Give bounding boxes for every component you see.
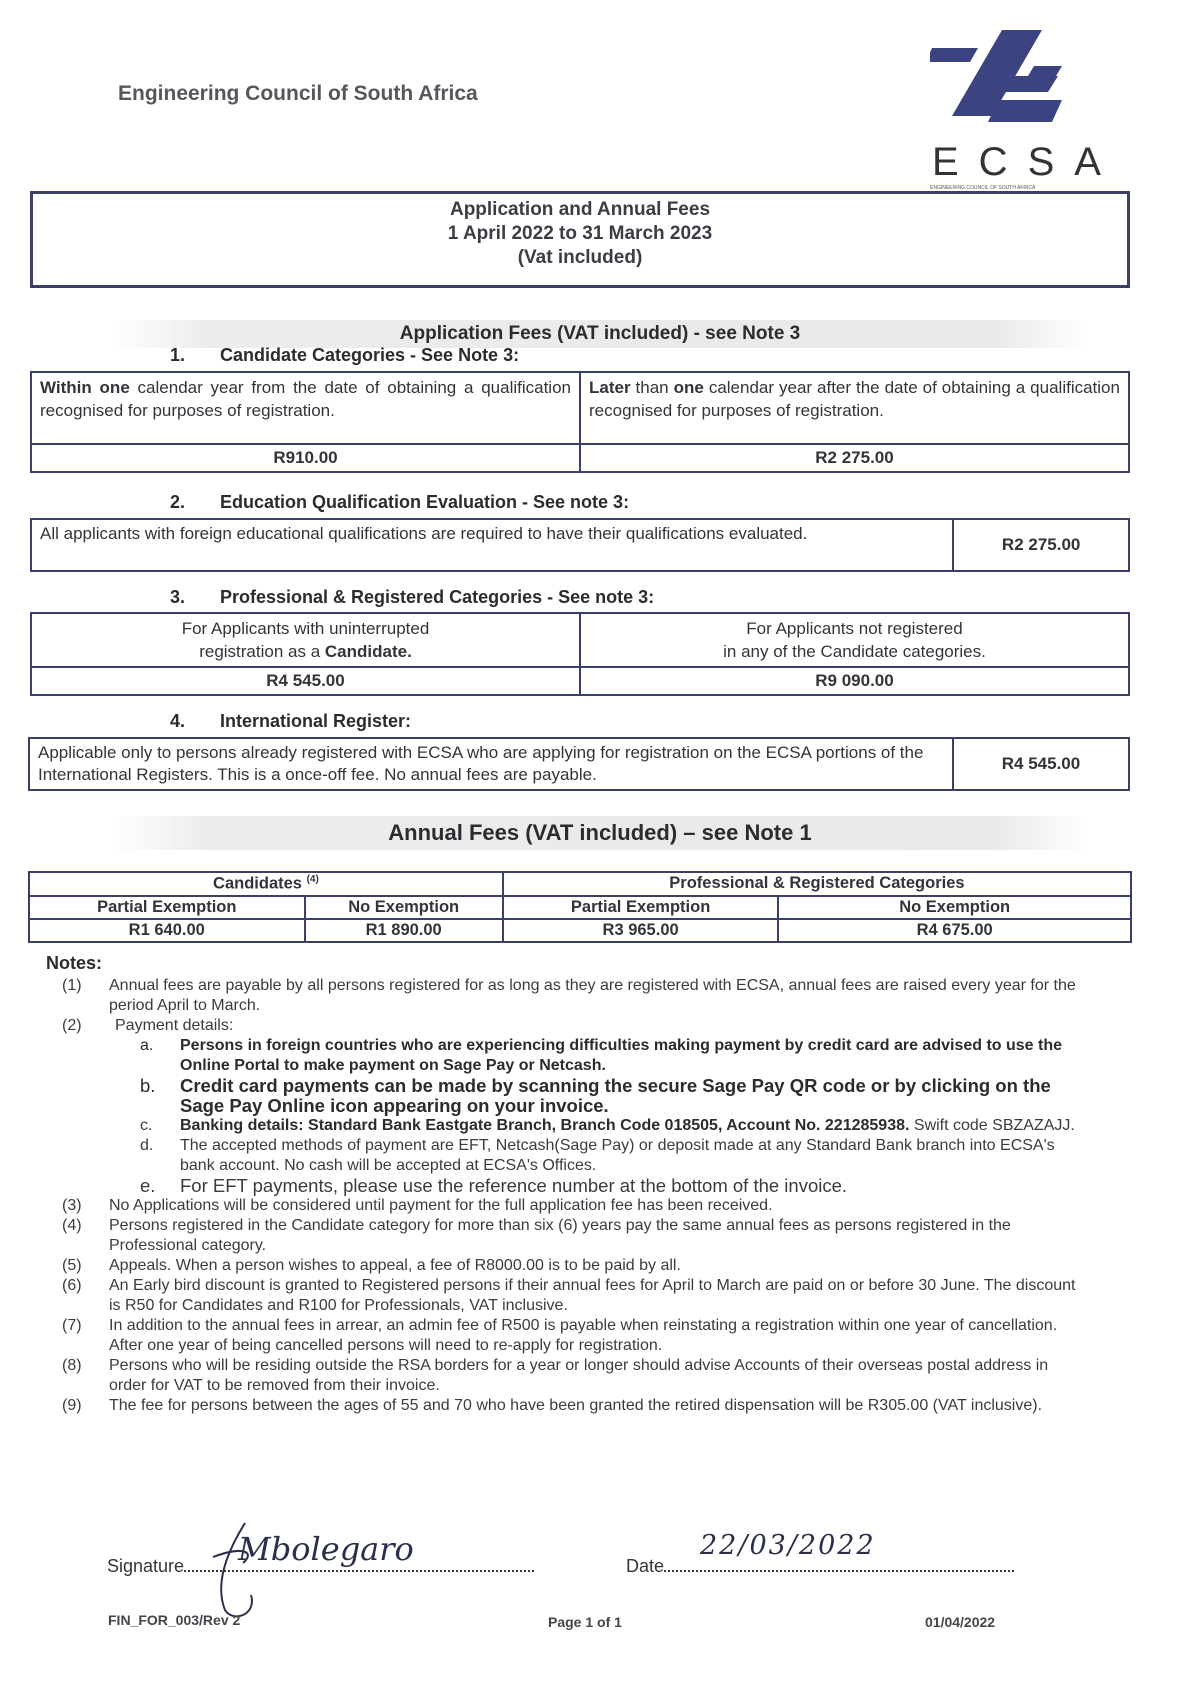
candidates-header: Candidates $^{(4)}$: [29, 872, 503, 896]
candidates-no-exemption-header: No Exemption: [305, 896, 503, 919]
fee-later-than-one-year: R2 275.00: [580, 444, 1129, 472]
fee-not-registered-candidate: R9 090.00: [580, 667, 1129, 695]
professional-partial-exemption-header: Partial Exemption: [503, 896, 779, 919]
note-2a: a. Persons in foreign countries who are experiencing difficulties making payment by credit card are advised to use the Online Portal to make payment on Sage Pay or Netcash.: [140, 1037, 1063, 1074]
fee-candidates-partial: R1 640.00: [29, 919, 305, 942]
logo-text: ECSA: [932, 140, 1121, 184]
candidate-categories-table: [30, 371, 1130, 473]
section-4-heading: [170, 711, 411, 732]
section-1-number: 1.: [170, 345, 186, 365]
footer-date: 01/04/2022: [925, 1614, 996, 1630]
note-1: (1) Annual fees are payable by all persons registered for as long as they are registered with ECSA, annual fees are raised every year for the period April to March.: [62, 977, 1076, 1014]
later-than-one-year-cell: Later than one calendar year after the date of obtaining a qualification recognised for purposes of registration.: [580, 372, 1129, 444]
qualification-evaluation-table: [30, 518, 1130, 572]
fee-candidates-no-exemption: R1 890.00: [305, 919, 503, 942]
section-1-title: Candidate Categories - See Note 3:: [220, 345, 520, 365]
form-code: FIN_FOR_003/Rev 2: [108, 1612, 241, 1628]
note-9: (9) The fee for persons between the ages of 55 and 70 who have been granted the retired dispensation will be R305.00 (VAT inclusive).: [62, 1397, 1043, 1414]
international-register-table: [28, 737, 1130, 791]
ecsa-logo-mark: [930, 28, 1100, 140]
note-2: (2) Payment details:: [62, 1017, 234, 1034]
within-one-year-cell: Within one calendar year from the date of obtaining a qualification recognised for purposes of registration.: [31, 372, 580, 444]
fee-international-register: R4 545.00: [953, 738, 1129, 790]
section-3-heading: [170, 587, 654, 608]
fee-uninterrupted-candidate: R4 545.00: [31, 667, 580, 695]
candidates-partial-exemption-header: Partial Exemption: [29, 896, 305, 919]
note-6: (6) An Early bird discount is granted to Registered persons if their annual fees for April to March are paid on or before 30 June. The discount is R50 for Candidates and R100 for Professionals, VAT inclusive.: [62, 1277, 1076, 1314]
logo-tagline: ENGINEERING COUNCIL OF SOUTH AFRICA: [930, 185, 1036, 191]
section-1-heading: [170, 345, 519, 366]
signature-name: Mbolegaro: [238, 1530, 414, 1568]
section-2-heading: [170, 492, 629, 513]
application-fees-heading: Application Fees (VAT included) - see Note 3: [110, 320, 1090, 348]
note-2d: d. The accepted methods of payment are EFT, Netcash(Sage Pay) or deposit made at any Standard Bank branch into ECSA's bank account. No cash will be accepted at ECSA's Offices.: [140, 1137, 1055, 1174]
section-2-title: Education Qualification Evaluation - See note 3:: [220, 492, 630, 512]
title-line-1: Application and Annual Fees: [449, 199, 711, 220]
note-8: (8) Persons who will be residing outside the RSA borders for a year or longer should advise Accounts of their overseas postal address in order for VAT to be removed from their invoice.: [62, 1357, 1049, 1394]
title-line-2: 1 April 2022 to 31 March 2023: [447, 223, 713, 244]
note-4: (4) Persons registered in the Candidate category for more than six (6) years pay the same annual fees as persons registered in the Professional category.: [62, 1217, 1011, 1254]
notes-heading: Notes:: [46, 953, 103, 973]
international-register-text: Applicable only to persons already registered with ECSA who are applying for registration on the ECSA portions of the International Registers. This is a once-off fee. No annual fees are payable.: [29, 738, 953, 790]
note-2b: b. Credit card payments can be made by scanning the secure Sage Pay QR code or by clicking on the Sage Pay Online icon appearing on your invoice.: [140, 1075, 1051, 1116]
annual-fees-table: [28, 871, 1132, 943]
section-4-title: International Register:: [220, 711, 412, 731]
title-line-3: (Vat included): [517, 247, 643, 268]
professional-categories-table: [30, 612, 1130, 696]
fee-qualification-evaluation: R2 275.00: [953, 519, 1129, 571]
note-2e: e. For EFT payments, please use the reference number at the bottom of the invoice.: [140, 1175, 848, 1196]
annual-fees-heading: Annual Fees (VAT included) – see Note 1: [110, 816, 1090, 850]
uninterrupted-candidate-cell: For Applicants with uninterrupted registration as a Candidate.: [31, 613, 580, 667]
section-3-number: 3.: [170, 587, 186, 607]
not-registered-candidate-cell: For Applicants not registered in any of the Candidate categories.: [580, 613, 1129, 667]
section-3-title: Professional & Registered Categories - See note 3:: [220, 587, 655, 607]
qualification-evaluation-text: All applicants with foreign educational qualifications are required to have their qualifications evaluated.: [31, 519, 953, 571]
fee-professional-partial: R3 965.00: [503, 919, 779, 942]
organisation-name: Engineering Council of South Africa: [118, 82, 478, 105]
note-2c: c. Banking details: Standard Bank Eastgate Branch, Branch Code 018505, Account No. 221285938. Swift code SBZAZAJJ.: [140, 1117, 1075, 1134]
section-4-number: 4.: [170, 711, 186, 731]
date-label: Date: [626, 1556, 665, 1576]
professional-header: Professional & Registered Categories: [503, 872, 1131, 896]
signature-label: Signature: [107, 1556, 185, 1576]
fee-within-one-year: R910.00: [31, 444, 580, 472]
note-7: (7) In addition to the annual fees in arrear, an admin fee of R500 is payable when reinstating a registration within one year of cancellation. After one year of being cancelled persons will need to re-apply for registration.: [62, 1317, 1058, 1354]
page-number: Page 1 of 1: [548, 1614, 622, 1630]
professional-no-exemption-header: No Exemption: [778, 896, 1131, 919]
note-5: (5) Appeals. When a person wishes to appeal, a fee of R8000.00 is to be paid by all.: [62, 1257, 681, 1274]
note-3: (3) No Applications will be considered until payment for the full application fee has been received.: [62, 1197, 773, 1214]
ecsa-logo: [930, 28, 1121, 193]
section-2-number: 2.: [170, 492, 186, 512]
fee-professional-no-exemption: R4 675.00: [778, 919, 1131, 942]
title-box: [30, 191, 1130, 288]
date-value: 22/03/2022: [700, 1530, 876, 1561]
notes-list: [45, 976, 1085, 1416]
